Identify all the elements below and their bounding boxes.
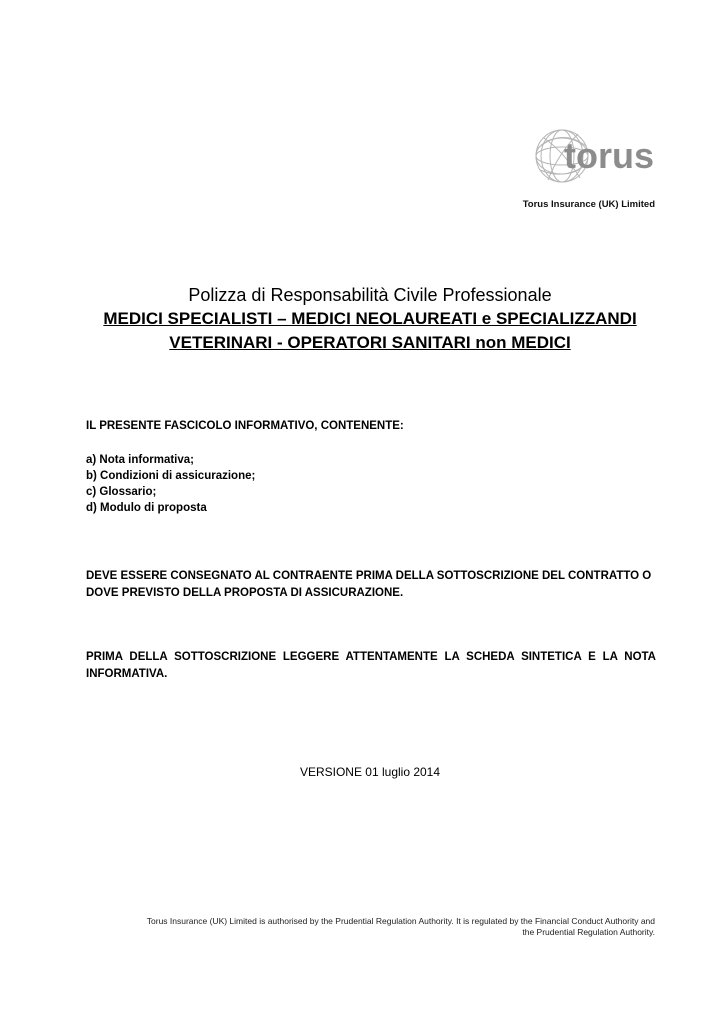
list-item: b) Condizioni di assicurazione;: [86, 470, 256, 482]
company-name: Torus Insurance (UK) Limited: [522, 199, 655, 210]
title-block: [60, 283, 680, 355]
list-item: a) Nota informativa;: [86, 454, 194, 466]
footer-line-1: Torus Insurance (UK) Limited is authorised by the Prudential Regulation Authority. It is regulated by the Financial Conduct Authority and: [146, 916, 655, 926]
policy-title: Polizza di Responsabilità Civile Professionale: [188, 285, 552, 305]
list-item: c) Glossario;: [86, 486, 157, 498]
torus-logo: [534, 118, 658, 196]
delivery-notice: DEVE ESSERE CONSEGNATO AL CONTRAENTE PRIMA DELLA SOTTOSCRIZIONE DEL CONTRATTO O DOVE PREVISTO DELLA PROPOSTA DI ASSICURAZIONE.: [86, 570, 652, 599]
regulatory-footer: [75, 916, 655, 938]
contents-list: [86, 452, 255, 516]
version-label: VERSIONE 01 luglio 2014: [299, 765, 441, 779]
reading-notice: PRIMA DELLA SOTTOSCRIZIONE LEGGERE ATTENTAMENTE LA SCHEDA SINTETICA E LA NOTA INFORMATIVA.: [86, 651, 656, 680]
intro-heading: IL PRESENTE FASCICOLO INFORMATIVO, CONTENENTE:: [86, 420, 404, 432]
list-item: d) Modulo di proposta: [86, 502, 207, 514]
policy-subtitle-line-1: MEDICI SPECIALISTI – MEDICI NEOLAUREATI e SPECIALIZZANDI: [103, 309, 637, 328]
policy-subtitle-line-2: VETERINARI - OPERATORI SANITARI non MEDICI: [169, 333, 571, 352]
logo-wordmark: torus: [564, 135, 654, 176]
footer-line-2: the Prudential Regulation Authority.: [522, 927, 655, 937]
torus-globe-icon: [534, 118, 658, 196]
